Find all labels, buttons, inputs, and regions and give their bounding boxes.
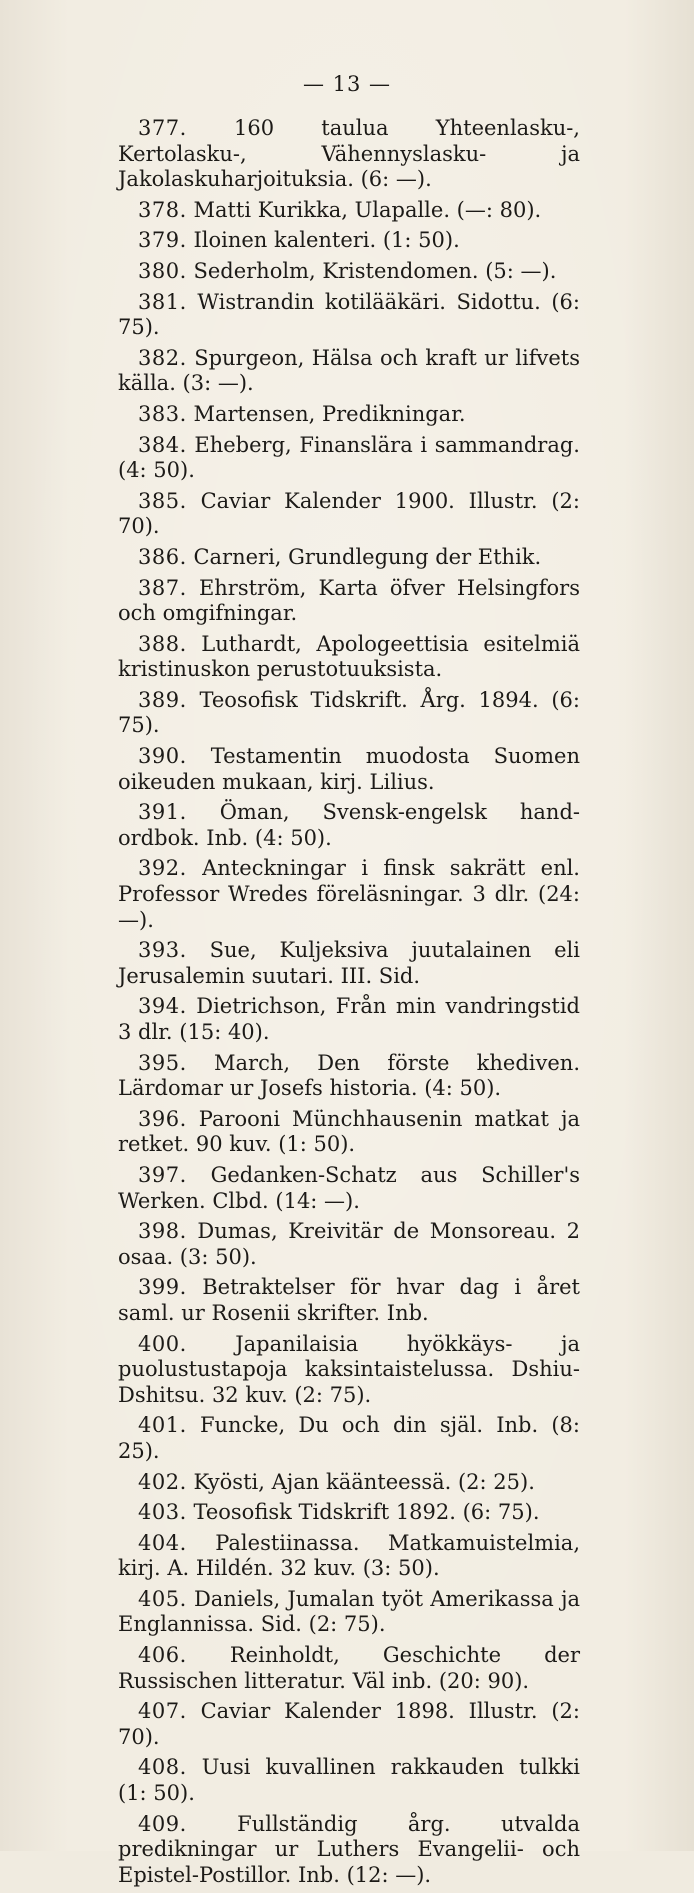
entry-number: 396. <box>138 1106 187 1131</box>
catalog-entry <box>118 545 580 571</box>
catalog-entry <box>118 198 580 224</box>
catalog-entry <box>118 1051 580 1102</box>
catalog-entry <box>118 346 580 397</box>
catalog-entry <box>118 1500 580 1526</box>
entry-number: 393. <box>138 938 187 963</box>
catalog-entry <box>118 290 580 341</box>
entry-text: Dumas, Kreivitär de Monsoreau. 2 osaa. (3: 50). <box>118 1219 580 1269</box>
entry-text: Öman, Svensk-engelsk hand-ordbok. Inb. (4: 50). <box>118 800 580 850</box>
entry-number: 377. <box>138 116 187 140</box>
catalog-entry <box>118 1812 580 1889</box>
catalog-entry <box>118 489 580 540</box>
entry-number: 380. <box>138 258 187 283</box>
entry-number: 383. <box>138 401 187 426</box>
entry-text: Reinholdt, Geschichte der Russischen litteratur. Väl inb. (20: 90). <box>118 1643 580 1693</box>
entry-text: Gedanken-Schatz aus Schiller's Werken. Clbd. (14: —). <box>118 1162 580 1213</box>
entry-number: 389. <box>138 687 187 712</box>
catalog-entry <box>118 228 580 254</box>
entry-text: Kyösti, Ajan käänteessä. (2: 25). <box>193 1469 535 1494</box>
entry-number: 379. <box>138 228 187 253</box>
entry-number: 408. <box>138 1755 187 1780</box>
entry-text: Spurgeon, Hälsa och kraft ur lifvets källa. (3: —). <box>118 345 580 396</box>
catalog-entry <box>118 744 580 795</box>
catalog-entry <box>118 994 580 1045</box>
entry-number: 392. <box>138 856 187 881</box>
entry-number: 403. <box>138 1500 187 1525</box>
entry-text: Uusi kuvallinen rakkauden tulkki (1: 50). <box>118 1755 580 1806</box>
catalog-entry <box>118 1755 580 1806</box>
catalog-entry <box>118 800 580 851</box>
entry-number: 385. <box>138 488 187 513</box>
catalog-entry <box>118 938 580 989</box>
entry-text: Luthardt, Apologeettisia esitelmiä kristinuskon perustotuuksista. <box>118 631 580 682</box>
entry-text: Fullständig årg. utvalda predikningar ur Luthers Evangelii- och Epistel-Postillor. Inb. (12: —). <box>118 1811 580 1887</box>
entry-text: Caviar Kalender 1898. Illustr. (2: 70). <box>118 1699 580 1749</box>
entry-text: Martensen, Predikningar. <box>193 401 466 426</box>
entry-text: Daniels, Jumalan työt Amerikassa ja Englannissa. Sid. (2: 75). <box>118 1586 580 1637</box>
entry-number: 406. <box>138 1643 187 1668</box>
entry-number: 401. <box>138 1413 187 1438</box>
catalog-entry <box>118 1413 580 1464</box>
entry-text: Carneri, Grundlegung der Ethik. <box>193 544 542 569</box>
catalog-entry <box>118 856 580 933</box>
entry-text: Testamentin muodosta Suomen oikeuden mukaan, kirj. Lilius. <box>118 744 580 794</box>
catalog-entry <box>118 402 580 428</box>
catalog-entry <box>118 1470 580 1496</box>
entry-text: Matti Kurikka, Ulapalle. (—: 80). <box>193 197 542 222</box>
entry-text: Japanilaisia hyökkäys- ja puolustustapoja kaksintaistelussa. Dshiu-Dshitsu. 32 kuv. (2: 75). <box>118 1331 580 1407</box>
entry-number: 387. <box>138 575 187 600</box>
entry-number: 381. <box>138 289 187 314</box>
entry-number: 386. <box>138 544 187 569</box>
catalog-entry <box>118 1107 580 1158</box>
catalog-entry <box>118 1219 580 1270</box>
entry-number: 402. <box>138 1469 187 1494</box>
catalog-entry <box>118 116 580 193</box>
catalog-entry <box>118 1643 580 1694</box>
entry-number: 390. <box>138 744 187 769</box>
entry-text: Wistrandin kotilääkäri. Sidottu. (6: 75). <box>118 289 580 340</box>
entry-number: 395. <box>138 1050 187 1075</box>
catalog-entry <box>118 688 580 739</box>
entry-number: 382. <box>138 345 187 370</box>
entry-text: Palestiinassa. Matkamuistelmia, kirj. A. Hildén. 32 kuv. (3: 50). <box>118 1530 580 1581</box>
entry-number: 404. <box>138 1530 187 1555</box>
entry-number: 378. <box>138 197 187 222</box>
catalog-entry <box>118 1275 580 1326</box>
entry-text: Ehrström, Karta öfver Helsingfors och omgifningar. <box>118 575 580 626</box>
entry-text: Eheberg, Finanslära i sammandrag. (4: 50). <box>118 432 580 483</box>
entry-text: Parooni Münchhausenin matkat ja retket. 90 kuv. (1: 50). <box>118 1106 580 1157</box>
entry-number: 405. <box>138 1586 187 1611</box>
entry-number: 397. <box>138 1162 187 1187</box>
catalog-entry <box>118 259 580 285</box>
entry-number: 399. <box>138 1275 187 1300</box>
entry-number: 388. <box>138 631 187 656</box>
catalog-entry <box>118 1699 580 1750</box>
entry-text: Teosofisk Tidskrift. Årg. 1894. (6: 75). <box>118 687 580 738</box>
catalog-entry <box>118 1163 580 1214</box>
catalog-entry <box>118 1531 580 1582</box>
entry-text: Betraktelser för hvar dag i året saml. ur Rosenii skrifter. Inb. <box>118 1275 580 1325</box>
entry-number: 394. <box>138 994 187 1019</box>
entry-text: Iloinen kalenteri. (1: 50). <box>193 228 460 253</box>
catalog-entry <box>118 576 580 627</box>
entry-number: 409. <box>138 1811 187 1836</box>
catalog-entry <box>118 1332 580 1409</box>
entry-text: Sederholm, Kristendomen. (5: —). <box>193 258 557 283</box>
catalog-column <box>118 116 580 1893</box>
page-number: — 13 — <box>302 72 392 96</box>
entry-number: 400. <box>138 1331 187 1356</box>
entry-text: Teosofisk Tidskrift 1892. (6: 75). <box>193 1500 540 1525</box>
entry-number: 398. <box>138 1219 187 1244</box>
catalog-entry <box>118 433 580 484</box>
entry-number: 407. <box>138 1699 187 1724</box>
entry-number: 384. <box>138 432 187 457</box>
entry-text: Funcke, Du och din själ. Inb. (8: 25). <box>118 1413 580 1463</box>
catalog-entry <box>118 632 580 683</box>
entry-number: 391. <box>138 800 187 825</box>
entry-text: Caviar Kalender 1900. Illustr. (2: 70). <box>118 488 580 539</box>
entry-text: March, Den förste khediven. Lärdomar ur Josefs historia. (4: 50). <box>118 1050 580 1101</box>
entry-text: Sue, Kuljeksiva juutalainen eli Jerusalemin suutari. III. Sid. <box>118 938 580 988</box>
entry-text: Anteckningar i finsk sakrätt enl. Professor Wredes föreläsningar. 3 dlr. (24: —). <box>118 856 580 932</box>
entry-text: Dietrichson, Från min vandringstid 3 dlr. (15: 40). <box>118 994 580 1044</box>
entry-text: 160 taulua Yhteenlasku-, Kertolasku-, Vähennyslasku- ja Jakolaskuharjoituksia. (6: —). <box>118 116 580 192</box>
catalog-entry <box>118 1587 580 1638</box>
